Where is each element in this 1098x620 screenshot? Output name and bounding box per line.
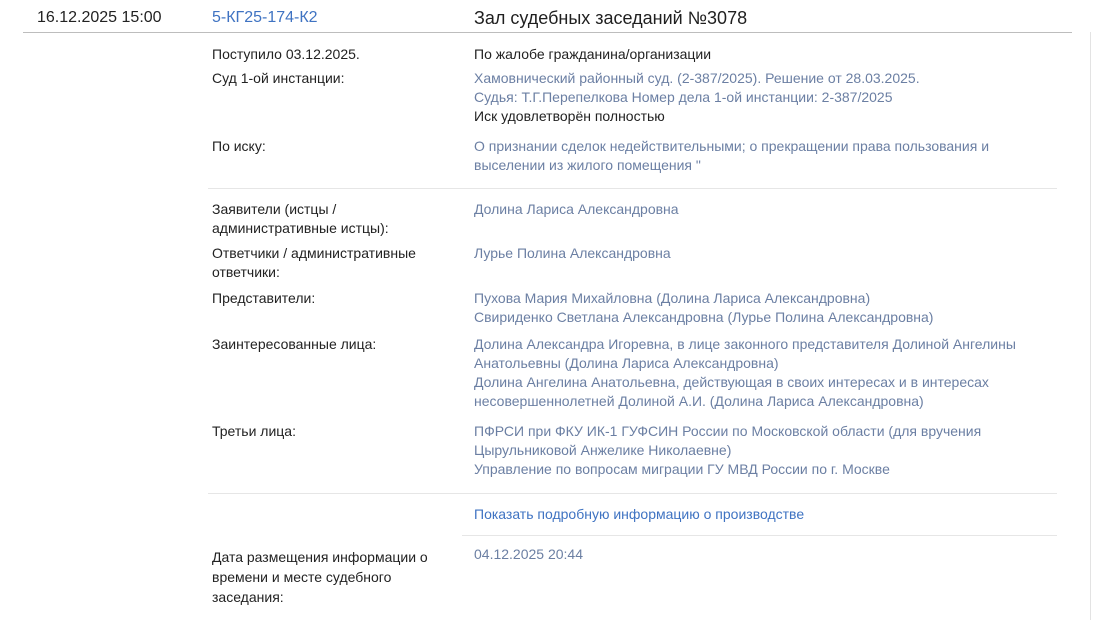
interested-line-1: Долина Александра Игоревна, в лице законного представителя Долиной Ангелины bbox=[474, 336, 1016, 352]
posting-label-1: Дата размещения информации о bbox=[212, 549, 428, 565]
defendants-value: Лурье Полина Александровна bbox=[474, 245, 671, 261]
interested-line-4: несовершеннолетней Долиной А.И. (Долина Лариса Александровна) bbox=[474, 393, 924, 409]
applicants-label-1: Заявители (истцы / bbox=[212, 201, 337, 217]
third-party-line-3: Управление по вопросам миграции ГУ МВД России по г. Москве bbox=[474, 461, 890, 477]
claim-label: По иску: bbox=[212, 138, 266, 154]
representative-2: Свириденко Светлана Александровна (Лурье Полина Александровна) bbox=[474, 309, 934, 325]
representatives-value bbox=[474, 289, 1054, 327]
show-details-link[interactable]: Показать подробную информацию о производстве bbox=[474, 506, 805, 522]
interested-label: Заинтересованные лица: bbox=[212, 336, 377, 352]
complaint-type: По жалобе гражданина/организации bbox=[474, 46, 712, 62]
claim-value bbox=[474, 137, 1054, 175]
defendants-label-2: ответчики: bbox=[212, 264, 280, 280]
section-divider bbox=[462, 535, 1057, 536]
applicants-label-2: административные истцы): bbox=[212, 220, 389, 236]
representatives-label: Представители: bbox=[212, 290, 316, 306]
interested-value bbox=[474, 335, 1054, 411]
applicants-label bbox=[212, 200, 452, 238]
section-divider bbox=[208, 188, 1057, 189]
courtroom-title: Зал судебных заседаний №3078 bbox=[474, 8, 748, 28]
representative-1: Пухова Мария Михайловна (Долина Лариса Александровна) bbox=[474, 290, 871, 306]
posting-label-3: заседания: bbox=[212, 589, 284, 605]
posting-label-2: времени и месте судебного bbox=[212, 569, 392, 585]
third-parties-value bbox=[474, 422, 1054, 479]
section-divider bbox=[208, 493, 1057, 494]
first-instance-judge: Судья: Т.Г.Перепелкова Номер дела 1-ой инстанции: 2-387/2025 bbox=[474, 89, 893, 105]
claim-line-1: О признании сделок недействительными; о прекращении права пользования и bbox=[474, 138, 990, 154]
claim-line-2: выселении из жилого помещения " bbox=[474, 157, 701, 173]
case-number-link[interactable]: 5-КГ25-174-К2 bbox=[212, 9, 318, 26]
header-divider bbox=[23, 32, 1072, 33]
received-date: Поступило 03.12.2025. bbox=[212, 46, 360, 62]
applicants-value: Долина Лариса Александровна bbox=[474, 201, 679, 217]
first-instance-label: Суд 1-ой инстанции: bbox=[212, 70, 345, 86]
first-instance-court-link[interactable]: Хамовнический районный суд. (2-387/2025). Решение от 28.03.2025. bbox=[474, 70, 920, 86]
third-parties-label: Третьи лица: bbox=[212, 423, 296, 439]
defendants-label-1: Ответчики / административные bbox=[212, 245, 416, 261]
third-party-line-1: ПФРСИ при ФКУ ИК-1 ГУФСИН России по Московской области (для вручения bbox=[474, 423, 982, 439]
right-border bbox=[1090, 32, 1091, 620]
third-party-line-2: Цырульниковой Анжелике Николаевне) bbox=[474, 442, 732, 458]
hearing-datetime: 16.12.2025 15:00 bbox=[37, 9, 162, 26]
first-instance-result: Иск удовлетворён полностью bbox=[474, 108, 665, 124]
interested-line-3: Долина Ангелина Анатольевна, действующая в своих интересах и в интересах bbox=[474, 374, 989, 390]
first-instance-value bbox=[474, 69, 1054, 126]
interested-line-2: Анатольевны (Долина Лариса Александровна) bbox=[474, 355, 779, 371]
posting-label bbox=[212, 547, 452, 607]
defendants-label bbox=[212, 244, 452, 282]
posting-value: 04.12.2025 20:44 bbox=[474, 546, 583, 562]
